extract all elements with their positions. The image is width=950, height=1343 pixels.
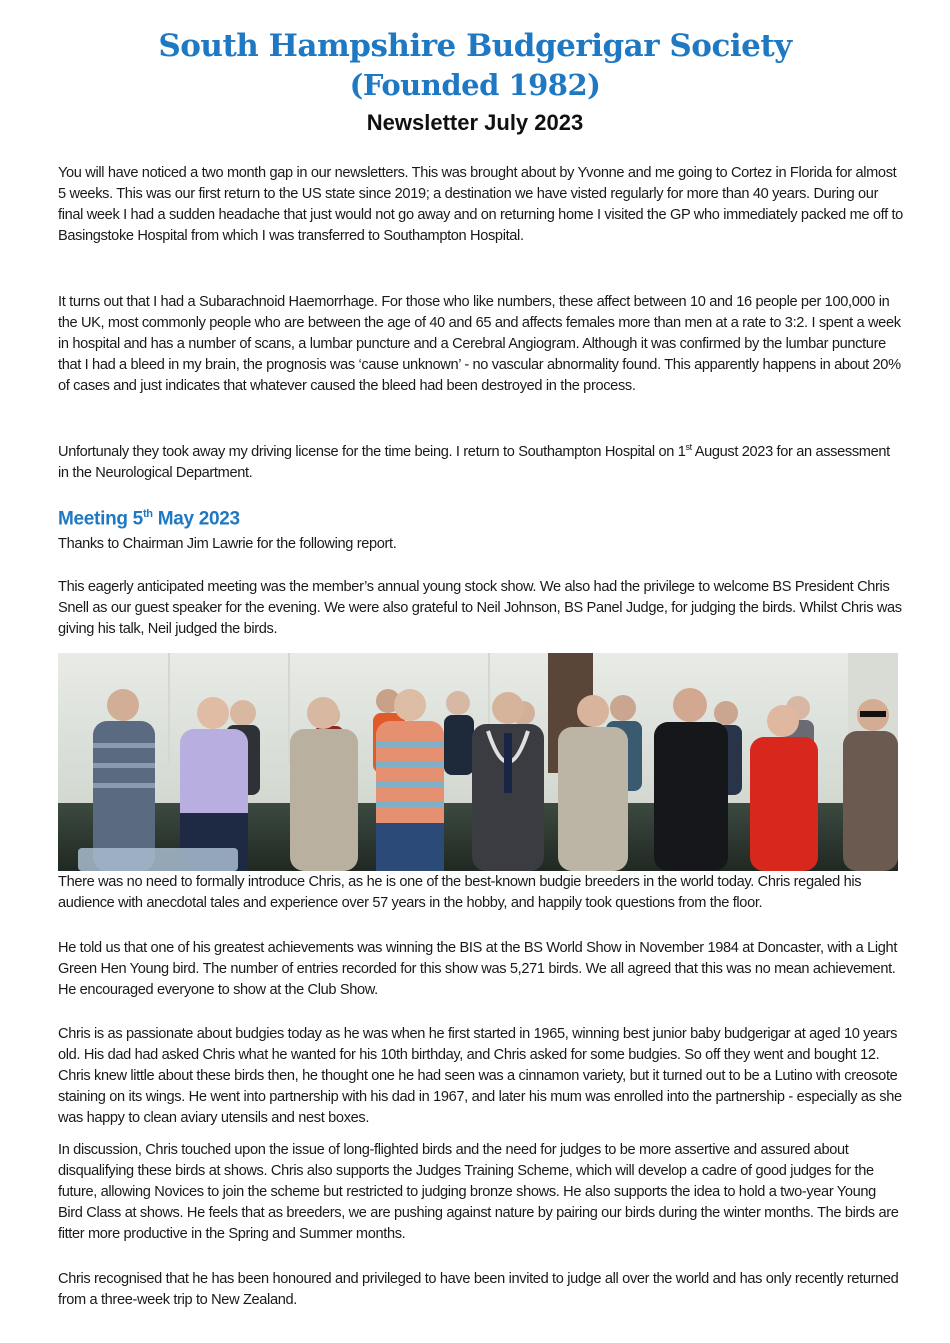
intro-p3-text-end: August 2023 for an assessment in the Neurological Department. [58, 444, 890, 481]
meeting-paragraph-5: Chris recognised that he has been honoured and privileged to have been invited to judge all over the world and has only recently returned from a three-week trip to New Zealand. [58, 1271, 899, 1308]
meeting-paragraph-2: He told us that one of his greatest achievements was winning the BIS at the BS World Show in November 1984 at Doncaster, with a Light Green Hen Young bird. The number of entries recorded for this show was 5,271 birds. We all agreed that this was no mean achievement. He encouraged everyone to show at the Club Show. [58, 940, 898, 998]
meeting-heading-text: Meeting 5 [58, 508, 143, 530]
meeting-heading-sup: th [142, 508, 153, 520]
meeting-paragraph-4: In discussion, Chris touched upon the issue of long-flighted birds and the need for judges to be more assertive and assured about disqualifying these birds at shows. Chris also supports the Judges Training Scheme, which will develop a cadre of good judges for the future, allowing Novices to join the scheme but restricted to judging bronze shows. He also supports the idea to hold a two-year Young Bird Class at shows. He feels that as breeders, we are pushing against nature by pairing our birds during the winter months. The birds are fitter more productive in the Spring and Summer months. [58, 1142, 899, 1242]
intro-paragraph-3 [58, 442, 903, 484]
group-photo-illustration [58, 653, 898, 871]
society-title: South Hampshire Budgerigar Society [158, 28, 792, 64]
intro-p3-sup: st [685, 442, 692, 453]
meeting-credit: Thanks to Chairman Jim Lawrie for the following report. [58, 536, 397, 552]
intro-paragraph-2: It turns out that I had a Subarachnoid Haemorrhage. For those who like numbers, these affect between 10 and 16 people per 100,000 in the UK, most commonly people who are between the age of 40 and 65 and affects females more than men at a rate to 3:2. I spent a week in hospital and has a number of scans, a lumbar puncture and a Cerebral Angiogram. Although it was confirmed by the lumbar puncture that I had a bleed in my brain, the prognosis was ‘cause unknown’ - no vascular abnormality found. This apparently happens in about 20% of cases and just indicates that whatever caused the bleed had been destroyed in the process. [58, 294, 901, 394]
meeting-paragraph-3: Chris is as passionate about budgies today as he was when he first started in 1965, winning best junior baby budgerigar at aged 10 years old. His dad had asked Chris what he wanted for his 10th birthday, and Chris asked for some budgies. So off they went and bought 12. Chris knew little about these birds then, he thought one he had seen was a cinnamon variety, but it turned out to be a Lutino with creosote staining on its wings. He went into partnership with his dad in 1967, and later his mum was enrolled into the partnership - especially as she was happy to clean aviary utensils and nest boxes. [58, 1026, 902, 1126]
newsletter-title: Newsletter July 2023 [366, 110, 584, 135]
intro-paragraph-1: You will have noticed a two month gap in our newsletters. This was brought about by Yvonne and me going to Cortez in Florida for almost 5 weeks. This was our first return to the US state since 2019; a destination we have visted regularly for more than 40 years. During our final week I had a sudden headache that just would not go away and on returning home I visited the GP who immediately packed me off to Basingstoke Hospital from which I was transferred to Southampton Hospital. [58, 165, 903, 244]
founded-subtitle: (Founded 1982) [349, 68, 601, 102]
meeting-paragraph-1: There was no need to formally introduce Chris, as he is one of the best-known budgie breeders in the world today. Chris regaled his audience with anecdotal tales and experience over 57 years in the hobby, and happily took questions from the floor. [58, 874, 862, 911]
group-photo [58, 653, 898, 871]
meeting-heading [58, 508, 240, 530]
intro-p3-text: Unfortunaly they took away my driving license for the time being. I return to Southampton Hospital on 1 [58, 444, 686, 460]
meeting-intro-paragraph: This eagerly anticipated meeting was the member’s annual young stock show. We also had the privilege to welcome BS President Chris Snell as our guest speaker for the evening. We were also grateful to Neil Johnson, BS Panel Judge, for judging the birds. Whilst Chris was giving his talk, Neil judged the birds. [58, 579, 902, 637]
meeting-heading-text-end: May 2023 [152, 508, 240, 530]
